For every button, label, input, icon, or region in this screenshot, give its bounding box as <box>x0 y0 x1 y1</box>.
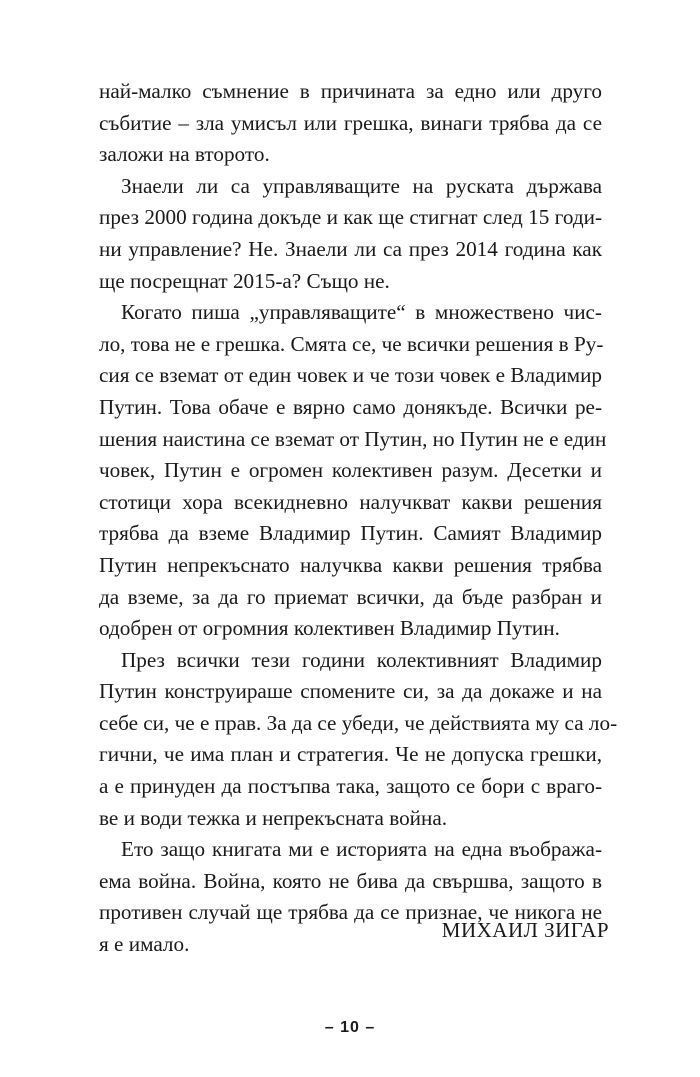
text-line: а е принуден да постъпва така, защото се бори с враго- <box>99 774 602 799</box>
text-line: себе си, че е прав. За да се убеди, че действията му са ло- <box>99 710 618 735</box>
paragraph <box>99 645 618 835</box>
text-line: Ето защо книгата ми е историята на една въобража- <box>121 837 602 862</box>
paragraph <box>99 171 602 297</box>
page-number: – 10 – <box>324 1019 376 1036</box>
text-line: ема война. Война, която не бива да свършва, защото в <box>99 868 602 893</box>
text-line: заложи на второто. <box>99 142 270 167</box>
text-line: да вземе, за да го приемат всички, да бъде разбран и <box>99 584 602 609</box>
text-line: най-малко съмнение в причината за едно или друго <box>99 79 602 103</box>
text-line: Когато пиша „управляващите“ в множествено чис- <box>121 300 602 325</box>
text-line: ве и води тежка и непрекъсната война. <box>99 805 448 830</box>
text-line: Путин непрекъснато налучква какви решения трябва <box>99 552 602 577</box>
text-line: одобрен от огромния колективен Владимир Путин. <box>99 616 560 641</box>
text-line: сия се вземат от един човек и че този човек е Владимир <box>99 363 602 388</box>
text-line: я е имало. <box>99 932 190 957</box>
text-line: стотици хора всекидневно налучкват какви решения <box>99 489 602 514</box>
text-body <box>99 76 618 961</box>
text-line: гични, че има план и стратегия. Че не допуска грешки, <box>99 742 602 767</box>
text-line: събитие – зла умисъл или грешка, винаги трябва да се <box>99 110 602 135</box>
text-line: Знаели ли са управляващите на руската държава <box>121 173 602 198</box>
text-line: ни управление? Не. Знаели ли са през 2014 година как <box>99 236 602 261</box>
text-line: шения наистина се вземат от Путин, но Путин не е един <box>99 426 607 451</box>
text-line: ще посрещнат 2015-а? Също не. <box>99 268 390 293</box>
text-line: Путин. Това обаче е вярно само донякъде. Всички ре- <box>99 394 602 419</box>
text-line: човек, Путин е огромен колективен разум. Десетки и <box>99 458 602 483</box>
text-line: ло, това не е грешка. Смята се, че всички решения в Ру- <box>99 331 604 356</box>
text-line: Путин конструираше спомените си, за да докаже и на <box>99 679 602 704</box>
text-line: противен случай ще трябва да се признае, че никога не <box>99 900 602 925</box>
paragraph <box>99 297 607 645</box>
text-line: През всички тези години колективният Владимир <box>121 647 602 672</box>
paragraph <box>99 76 602 171</box>
text-line: през 2000 година докъде и как ще стигнат след 15 годи- <box>99 205 602 230</box>
author-signature: МИХАИЛ ЗИГАР <box>441 918 609 942</box>
text-line: трябва да вземе Владимир Путин. Самият Владимир <box>99 521 602 546</box>
